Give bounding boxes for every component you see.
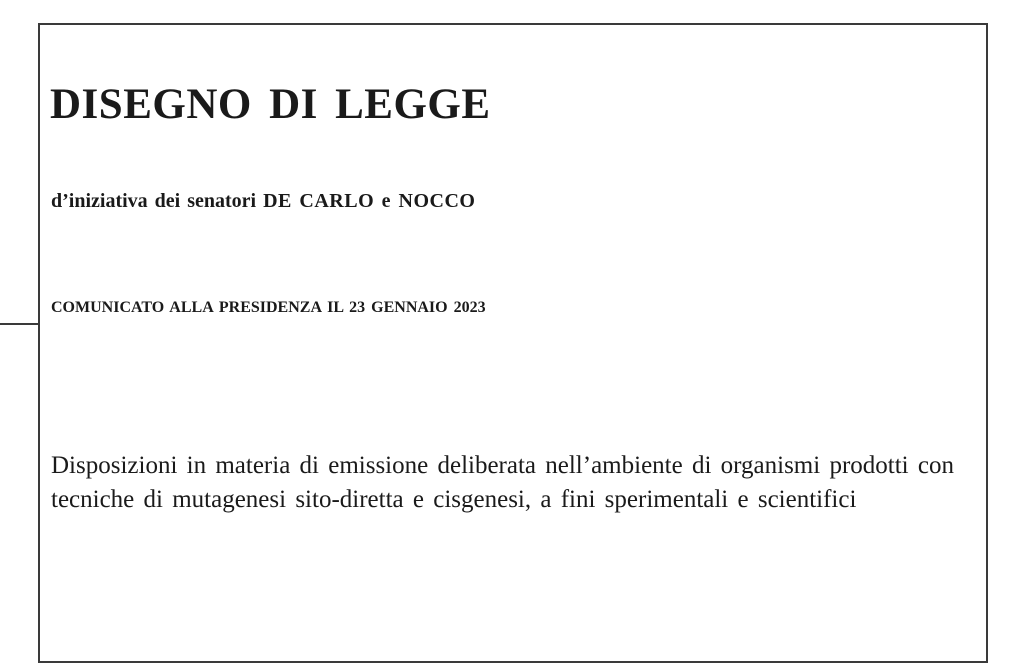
margin-rule: [0, 323, 38, 325]
bill-subject: Disposizioni in materia di emissione deliberata nell’ambiente di organismi prodotti con tecniche di mutagenesi sito-diretta e cisgenesi, a fini sperimentali e scientifici: [51, 452, 954, 513]
initiative-line: [51, 190, 475, 213]
initiative-prefix: d’iniziativa dei senatori: [51, 190, 257, 212]
communication-date: COMUNICATO ALLA PRESIDENZA IL 23 GENNAIO 2023: [51, 299, 486, 316]
senator-names: DE CARLO e NOCCO: [263, 190, 476, 212]
document-title: DISEGNO DI LEGGE: [50, 81, 491, 128]
